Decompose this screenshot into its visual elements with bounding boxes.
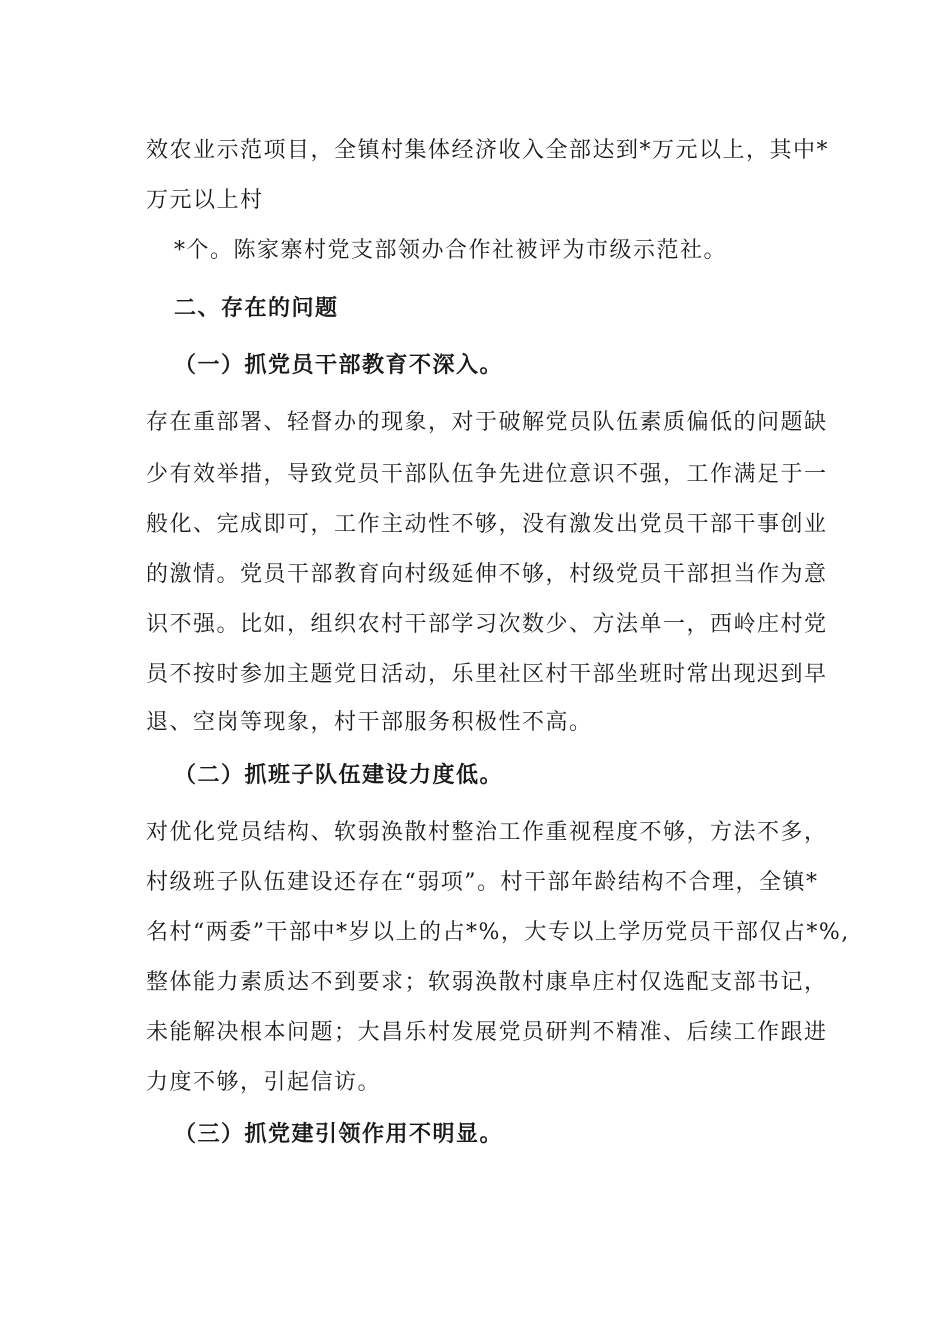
paragraph-line: 力度不够，引起信访。 bbox=[146, 1070, 382, 1095]
paragraph-line: 村级班子队伍建设还存在“弱项”。村干部年龄结构不合理，全镇* bbox=[146, 870, 819, 895]
subsection-heading: （一）抓党员干部教育不深入。 bbox=[174, 353, 504, 378]
paragraph-line: 整体能力素质达不到要求；软弱涣散村康阜庄村仅选配支部书记， bbox=[146, 970, 828, 995]
paragraph-line: 识不强。比如，组织农村干部学习次数少、方法单一，西岭庄村党 bbox=[146, 612, 828, 637]
paragraph-line: 名村“两委”干部中*岁以上的占*%，大专以上学历党员干部仅占*%, bbox=[146, 920, 850, 945]
section-heading: 二、存在的问题 bbox=[174, 296, 339, 321]
paragraph-line: *个。陈家寨村党支部领办合作社被评为市级示范社。 bbox=[174, 238, 728, 263]
paragraph-line: 效农业示范项目，全镇村集体经济收入全部达到*万元以上，其中* bbox=[146, 138, 830, 163]
paragraph-line: 般化、完成即可，工作主动性不够，没有激发出党员干部干事创业 bbox=[146, 512, 828, 537]
subsection-heading: （三）抓党建引领作用不明显。 bbox=[174, 1122, 504, 1147]
paragraph-line: 对优化党员结构、软弱涣散村整治工作重视程度不够，方法不多， bbox=[146, 820, 828, 845]
paragraph-line: 退、空岗等现象，村干部服务积极性不高。 bbox=[146, 710, 593, 735]
paragraph-line: 的激情。党员干部教育向村级延伸不够，村级党员干部担当作为意 bbox=[146, 562, 828, 587]
paragraph-line: 万元以上村 bbox=[146, 188, 264, 213]
paragraph-line: 员不按时参加主题党日活动，乐里社区村干部坐班时常出现迟到早 bbox=[146, 662, 828, 687]
paragraph-line: 未能解决根本问题；大昌乐村发展党员研判不精准、后续工作跟进 bbox=[146, 1020, 828, 1045]
paragraph-line: 存在重部署、轻督办的现象，对于破解党员队伍素质偏低的问题缺 bbox=[146, 410, 828, 435]
paragraph-line: 少有效举措，导致党员干部队伍争先进位意识不强，工作满足于一 bbox=[146, 462, 828, 487]
subsection-heading: （二）抓班子队伍建设力度低。 bbox=[174, 763, 504, 788]
